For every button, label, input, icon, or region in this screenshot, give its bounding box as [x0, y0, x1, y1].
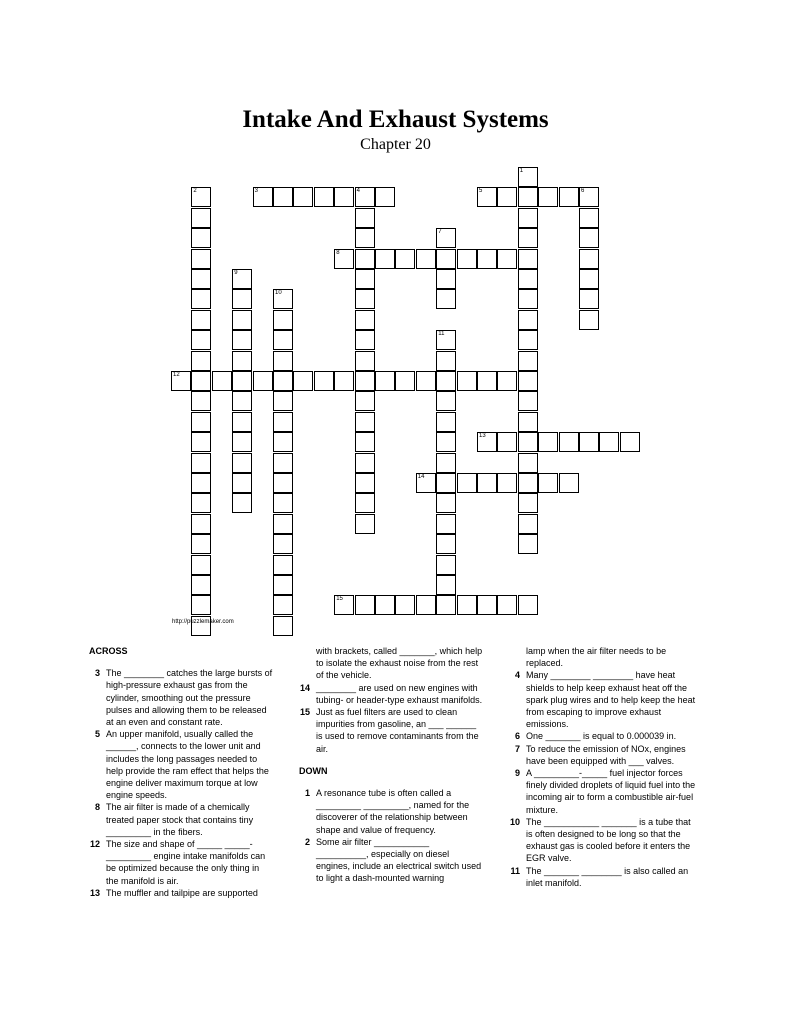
clue-number: 1 [519, 168, 524, 174]
clue-column-3 [509, 645, 699, 889]
grid-cell[interactable] [518, 269, 538, 289]
grid-cell[interactable] [273, 371, 293, 391]
grid-cell[interactable] [273, 453, 293, 473]
grid-cell[interactable] [518, 453, 538, 473]
clue-continuation: with brackets, called _______, which help to isolate the exhaust noise from the rest of the vehicle. [316, 646, 483, 681]
clue-number: 14 [417, 474, 425, 480]
clue-number: 7 [438, 229, 442, 236]
clue-item-number: 13 [89, 887, 100, 898]
clue-item [509, 669, 699, 730]
clue-item-text: The ________ catches the large bursts of high-pressure exhaust gas from the cylinder, smoothing out the pressure pulses and allowing them to be released at an even and constant rate. [106, 668, 273, 728]
clue-item [299, 706, 483, 755]
clue-item-number: 4 [514, 670, 520, 681]
clue-number: 9 [234, 270, 238, 276]
clue-item [89, 728, 273, 801]
grid-cell[interactable] [355, 412, 375, 432]
clue-number: 12 [173, 372, 180, 378]
grid-cell[interactable] [518, 289, 538, 309]
clue-column-2 [299, 645, 483, 885]
grid-cell[interactable] [334, 371, 354, 391]
clue-item [89, 667, 273, 728]
grid-cell[interactable] [375, 371, 395, 391]
section-heading: ACROSS [89, 646, 128, 656]
grid-cell[interactable] [538, 432, 558, 452]
grid-cell[interactable] [436, 453, 456, 473]
grid-cell[interactable] [273, 616, 293, 636]
grid-cell[interactable] [375, 187, 395, 207]
clue-item-number: 12 [89, 839, 100, 850]
grid-cell[interactable] [191, 187, 211, 207]
grid-cell[interactable] [518, 249, 538, 269]
clue-item-text: ________ are used on new engines with tubing- or header-type exhaust manifolds. [316, 682, 483, 705]
grid-cell[interactable] [579, 208, 599, 228]
clue-item-number: 15 [299, 707, 310, 718]
grid-cell[interactable] [191, 310, 211, 330]
grid-cell[interactable] [497, 595, 517, 615]
grid-cell[interactable] [436, 371, 456, 391]
grid-cell[interactable] [416, 473, 436, 493]
grid-cell[interactable] [436, 351, 456, 371]
grid-cell[interactable] [375, 595, 395, 615]
grid-cell[interactable] [518, 167, 538, 187]
clue-item [299, 836, 483, 885]
grid-cell[interactable] [355, 371, 375, 391]
clue-item-text: The _______ ________ is also called an inlet manifold. [526, 865, 689, 888]
grid-cell[interactable] [518, 371, 538, 391]
grid-cell[interactable] [457, 371, 477, 391]
grid-cell[interactable] [232, 330, 252, 350]
clue-number: 3 [254, 188, 258, 195]
grid-cell[interactable] [436, 289, 456, 309]
grid-cell[interactable] [191, 249, 211, 269]
grid-cell[interactable] [191, 595, 211, 615]
grid-cell[interactable] [191, 473, 211, 493]
clue-number: 5 [479, 188, 483, 195]
grid-cell[interactable] [355, 310, 375, 330]
grid-cell[interactable] [436, 575, 456, 595]
grid-cell[interactable] [538, 473, 558, 493]
grid-cell[interactable] [416, 371, 436, 391]
clue-item-number: 3 [94, 668, 100, 679]
clue-item-number: 5 [94, 729, 100, 740]
grid-cell[interactable] [232, 412, 252, 432]
grid-cell[interactable] [436, 391, 456, 411]
grid-cell[interactable] [579, 249, 599, 269]
grid-cell[interactable] [191, 269, 211, 289]
clue-item [509, 730, 699, 742]
clue-item-text: One _______ is equal to 0.000039 in. [526, 731, 677, 742]
clue-number: 15 [336, 596, 343, 603]
grid-cell[interactable] [191, 453, 211, 473]
grid-cell[interactable] [334, 595, 354, 615]
grid-cell[interactable] [232, 351, 252, 371]
grid-cell[interactable] [416, 249, 436, 269]
grid-cell[interactable] [477, 473, 497, 493]
clue-item-text: The ___________ _______ is a tube that is often designed to be long so that the exhaust gas is cooled before it enters the EGR valve. [526, 816, 691, 864]
grid-cell[interactable] [497, 249, 517, 269]
grid-cell[interactable] [355, 473, 375, 493]
grid-cell[interactable] [395, 371, 415, 391]
grid-cell[interactable] [273, 412, 293, 432]
grid-cell[interactable] [579, 228, 599, 248]
clue-item-number: 7 [514, 743, 520, 754]
grid-cell[interactable] [457, 473, 477, 493]
clue-item-text: To reduce the emission of NOx, engines have been equipped with ___ valves. [526, 743, 686, 766]
grid-cell[interactable] [273, 310, 293, 330]
grid-cell[interactable] [191, 208, 211, 228]
clue-item-number: 10 [509, 816, 520, 827]
grid-cell[interactable] [436, 555, 456, 575]
grid-cell[interactable] [273, 575, 293, 595]
grid-cell[interactable] [273, 187, 293, 207]
grid-cell[interactable] [436, 269, 456, 289]
grid-cell[interactable] [191, 514, 211, 534]
grid-cell[interactable] [191, 412, 211, 432]
grid-cell[interactable] [253, 187, 273, 207]
grid-cell[interactable] [171, 371, 191, 391]
grid-cell[interactable] [436, 249, 456, 269]
grid-cell[interactable] [436, 228, 456, 248]
section-heading: DOWN [299, 765, 328, 776]
grid-cell[interactable] [293, 371, 313, 391]
clue-item-text: Many ________ ________ have heat shields to help keep exhaust heat off the spark plug wires and to help keep the heat from escaping to improve exhaust emissions. [526, 670, 696, 730]
clue-item-number: 14 [299, 682, 310, 693]
clue-number: 6 [581, 188, 585, 195]
grid-cell[interactable] [620, 432, 640, 452]
grid-cell[interactable] [273, 432, 293, 452]
grid-cell[interactable] [232, 473, 252, 493]
clue-item [299, 787, 483, 836]
grid-cell[interactable] [497, 432, 517, 452]
grid-cell[interactable] [273, 351, 293, 371]
grid-cell[interactable] [518, 187, 538, 207]
grid-cell[interactable] [375, 249, 395, 269]
grid-cell[interactable] [497, 371, 517, 391]
grid-cell[interactable] [497, 473, 517, 493]
grid-cell[interactable] [436, 473, 456, 493]
grid-cell[interactable] [191, 289, 211, 309]
clue-continuation: lamp when the air filter needs to be replaced. [526, 646, 667, 669]
grid-cell[interactable] [191, 351, 211, 371]
clue-item-number: 9 [514, 768, 520, 779]
grid-cell[interactable] [436, 330, 456, 350]
grid-cell[interactable] [518, 208, 538, 228]
grid-cell[interactable] [457, 249, 477, 269]
grid-cell[interactable] [232, 289, 252, 309]
clue-item-text: The air filter is made of a chemically treated paper stock that contains tiny _________ in the fibers. [106, 802, 254, 837]
clue-number: 10 [275, 290, 282, 297]
clue-item-text: Some air filter ___________ __________, especially on diesel engines, include an electrical switch used to light a dash-mounted warning [316, 836, 482, 884]
grid-cell[interactable] [518, 330, 538, 350]
grid-cell[interactable] [273, 391, 293, 411]
grid-cell[interactable] [273, 493, 293, 513]
grid-cell[interactable] [232, 432, 252, 452]
clue-item-number: 11 [510, 865, 520, 876]
clue-item [509, 816, 699, 865]
grid-cell[interactable] [518, 534, 538, 554]
grid-cell[interactable] [518, 493, 538, 513]
grid-cell[interactable] [579, 187, 599, 207]
grid-cell[interactable] [518, 514, 538, 534]
grid-cell[interactable] [518, 228, 538, 248]
grid-cell[interactable] [273, 595, 293, 615]
grid-cell[interactable] [518, 310, 538, 330]
grid-cell[interactable] [518, 432, 538, 452]
grid-cell[interactable] [355, 453, 375, 473]
grid-cell[interactable] [559, 473, 579, 493]
grid-cell[interactable] [273, 330, 293, 350]
grid-cell[interactable] [253, 371, 273, 391]
grid-cell[interactable] [579, 269, 599, 289]
grid-cell[interactable] [477, 595, 497, 615]
grid-cell[interactable] [395, 595, 415, 615]
grid-cell[interactable] [436, 493, 456, 513]
clue-item [509, 767, 699, 816]
clue-column-1 [89, 645, 273, 899]
grid-cell[interactable] [191, 493, 211, 513]
grid-cell[interactable] [334, 187, 354, 207]
clue-item-text: An upper manifold, usually called the ______, connects to the lower unit and includes the long passages needed to help provide the ram effect that helps the engine deliver maximum torque at low engine speeds. [106, 729, 269, 801]
grid-cell[interactable] [518, 595, 538, 615]
grid-cell[interactable] [355, 187, 375, 207]
grid-cell[interactable] [191, 228, 211, 248]
puzzle-title: Intake And Exhaust Systems [242, 106, 549, 133]
clue-item-number: 6 [514, 731, 520, 742]
grid-cell[interactable] [232, 371, 252, 391]
grid-cell[interactable] [232, 493, 252, 513]
grid-cell[interactable] [559, 187, 579, 207]
grid-cell[interactable] [538, 187, 558, 207]
clue-item-text: A _________-_____ fuel injector forces finely divided droplets of liquid fuel into the incoming air to form a combustible air-fuel mixture. [526, 768, 696, 815]
grid-cell[interactable] [436, 412, 456, 432]
clue-number: 13 [479, 433, 486, 440]
grid-cell[interactable] [191, 534, 211, 554]
clue-number: 8 [336, 249, 340, 256]
grid-cell[interactable] [579, 432, 599, 452]
grid-cell[interactable] [314, 187, 334, 207]
grid-cell[interactable] [355, 493, 375, 513]
grid-cell[interactable] [416, 595, 436, 615]
clue-item-number: 1 [304, 788, 310, 799]
grid-cell[interactable] [355, 330, 375, 350]
grid-cell[interactable] [273, 534, 293, 554]
grid-cell[interactable] [559, 432, 579, 452]
grid-cell[interactable] [232, 391, 252, 411]
grid-cell[interactable] [436, 595, 456, 615]
clue-item [299, 682, 483, 706]
grid-cell[interactable] [477, 371, 497, 391]
clue-item [89, 801, 273, 838]
grid-cell[interactable] [355, 514, 375, 534]
clue-item-text: The size and shape of _____ _____-_________ engine intake manifolds can be optimized because the only thing in the manifold is air. [106, 839, 266, 886]
grid-cell[interactable] [232, 310, 252, 330]
clue-item-text: The muffler and tailpipe are supported [106, 887, 258, 898]
clue-item [509, 743, 699, 767]
clue-item-text: Just as fuel filters are used to clean impurities from gasoline, an ___ ______ is used to remove contaminants from the air. [316, 707, 479, 754]
grid-cell[interactable] [314, 371, 334, 391]
grid-cell[interactable] [599, 432, 619, 452]
clue-number: 11 [438, 331, 445, 338]
grid-cell[interactable] [518, 473, 538, 493]
grid-cell[interactable] [518, 351, 538, 371]
grid-cell[interactable] [477, 187, 497, 207]
grid-cell[interactable] [212, 371, 232, 391]
grid-cell[interactable] [477, 432, 497, 452]
grid-cell[interactable] [518, 412, 538, 432]
grid-cell[interactable] [273, 514, 293, 534]
clue-item-number: 2 [304, 836, 310, 847]
grid-cell[interactable] [273, 555, 293, 575]
grid-cell[interactable] [191, 371, 211, 391]
grid-cell[interactable] [334, 249, 354, 269]
clue-item-text: A resonance tube is often called a _________ _________, named for the discoverer of the relationship between shape and value of frequency. [316, 788, 470, 835]
grid-cell[interactable] [355, 228, 375, 248]
grid-cell[interactable] [355, 289, 375, 309]
grid-cell[interactable] [191, 555, 211, 575]
grid-cell[interactable] [191, 432, 211, 452]
grid-cell[interactable] [579, 289, 599, 309]
grid-cell[interactable] [293, 187, 313, 207]
grid-cell[interactable] [355, 432, 375, 452]
grid-cell[interactable] [191, 391, 211, 411]
grid-cell[interactable] [477, 249, 497, 269]
grid-cell[interactable] [457, 595, 477, 615]
clue-item [509, 865, 699, 889]
grid-cell[interactable] [191, 575, 211, 595]
clue-number: 4 [356, 188, 360, 195]
grid-cell[interactable] [232, 269, 252, 289]
grid-cell[interactable] [436, 534, 456, 554]
grid-cell[interactable] [355, 208, 375, 228]
clue-item-number: 8 [94, 802, 100, 813]
grid-cell[interactable] [395, 249, 415, 269]
grid-cell[interactable] [232, 453, 252, 473]
grid-cell[interactable] [355, 391, 375, 411]
grid-cell[interactable] [355, 595, 375, 615]
grid-cell[interactable] [497, 187, 517, 207]
grid-cell[interactable] [273, 289, 293, 309]
grid-cell[interactable] [355, 249, 375, 269]
grid-cell[interactable] [191, 330, 211, 350]
grid-cell[interactable] [436, 432, 456, 452]
grid-cell[interactable] [436, 514, 456, 534]
grid-cell[interactable] [273, 473, 293, 493]
grid-cell[interactable] [579, 310, 599, 330]
grid-cell[interactable] [518, 391, 538, 411]
footer-url: http://puzzlemaker.com [172, 619, 234, 625]
puzzle-subtitle: Chapter 20 [360, 136, 431, 153]
grid-cell[interactable] [355, 269, 375, 289]
clue-item [89, 838, 273, 887]
clue-item [89, 887, 273, 899]
clue-number: 2 [193, 188, 197, 195]
grid-cell[interactable] [355, 351, 375, 371]
